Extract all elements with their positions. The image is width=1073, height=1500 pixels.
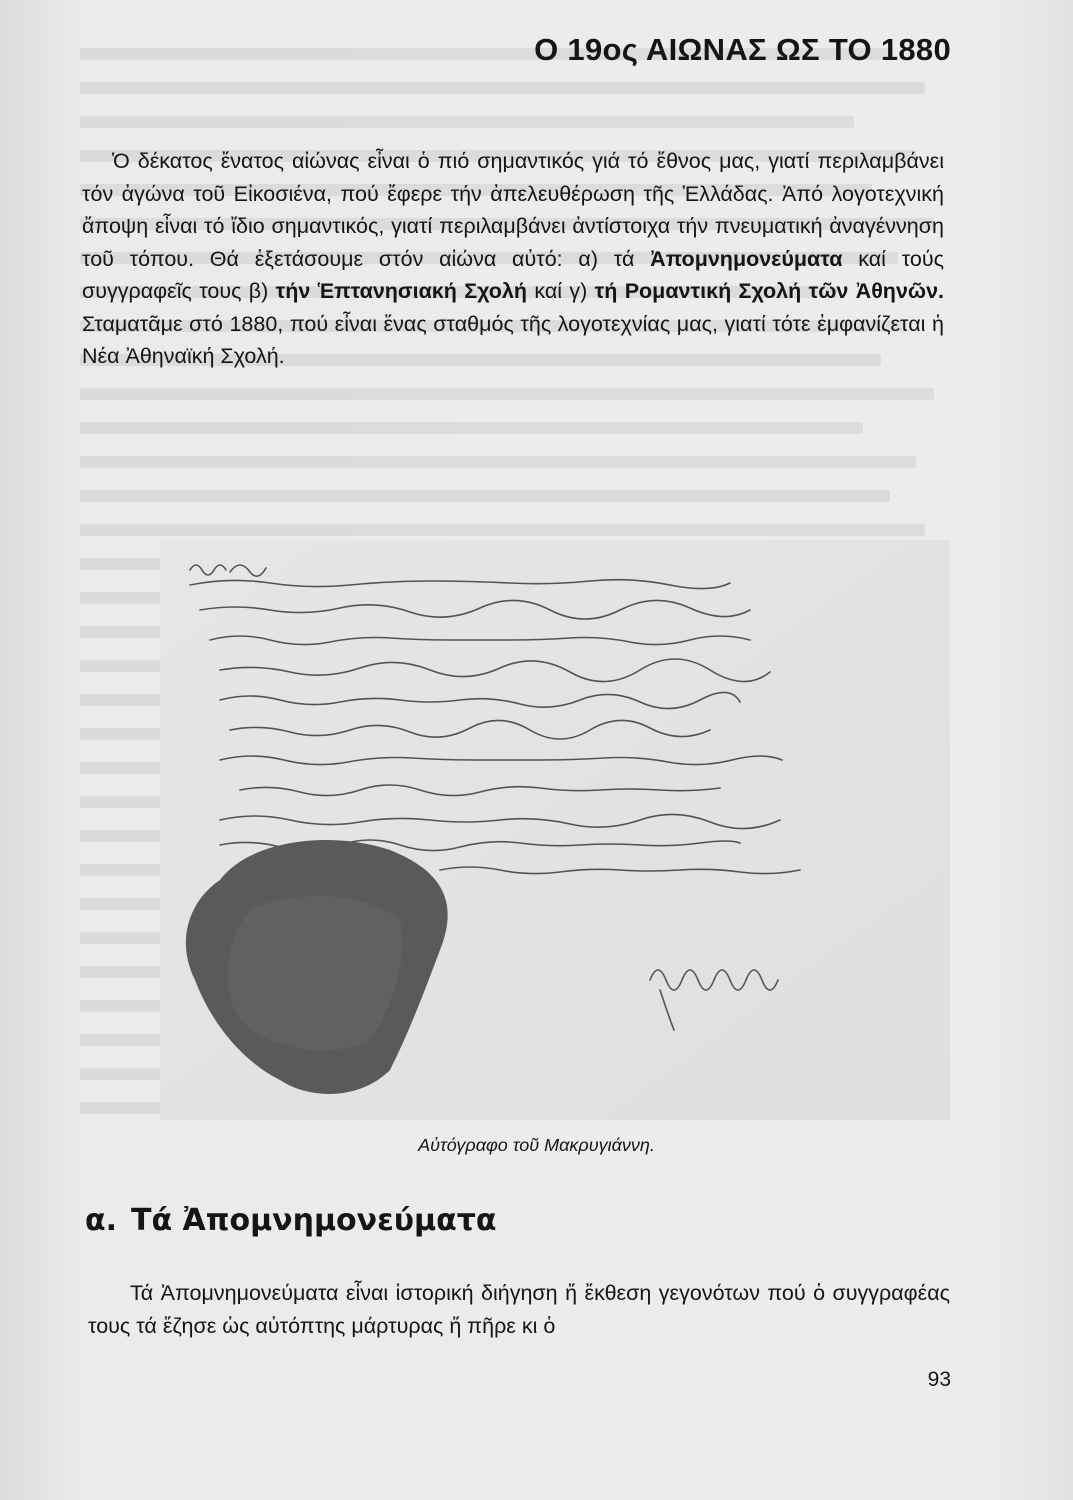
body-paragraph: Τά Ἀπομνημονεύματα εἶναι ἱστορική διήγηση ἤ ἔκθεση γεγονότων πού ὁ συγγραφέας τους τά ἔζησε ὡς αὐτόπτης μάρτυρας ἤ πῆρε κι ὁ xyxy=(88,1281,950,1338)
section-heading xyxy=(85,1203,496,1238)
intro-bold-romantic-school: τή Ρομαντική Σχολή τῶν Ἀθηνῶν. xyxy=(594,279,944,303)
intro-paragraph xyxy=(82,145,944,373)
intro-text-3: καί γ) xyxy=(527,279,595,303)
intro-text-2: καί τούς συγγραφεῖς τους β) xyxy=(82,246,944,303)
section-number: α. xyxy=(85,1203,118,1238)
section-title: Τά Ἀπομνημονεύματα xyxy=(131,1203,497,1238)
intro-text-1: Ὁ δέκατος ἔνατος αἰώνας εἶναι ὁ πιό σημαντικός γιά τό ἔθνος μας, γιατί περιλαμβάνει τόν ἀγώνα τοῦ Εἰκοσιένα, πού ἔφερε τήν ἀπελευθέρωση τῆς Ἑλλάδας. Ἀπό λογοτεχνική ἄποψη εἶναι τό ἴδιο σημαντικός, γιατί περιλαμβάνει ἀντίστοιχα τήν πνευματική ἀναγέννηση τοῦ τόπου. Θά ἐξετάσουμε στόν αἰώνα αὐτό: α) τά xyxy=(82,149,944,271)
manuscript-figure xyxy=(160,540,950,1120)
intro-bold-memoirs: Ἀπομνημονεύματα xyxy=(650,246,843,271)
intro-bold-heptanese-school: τήν Ἑπτανησιακή Σχολή xyxy=(275,279,527,303)
figure-caption: Αὐτόγραφο τοῦ Μακρυγιάννη. xyxy=(418,1135,655,1155)
page-number: 93 xyxy=(927,1368,951,1391)
chapter-title: Ο 19ος ΑΙΩΝΑΣ ΩΣ ΤΟ 1880 xyxy=(534,32,951,67)
intro-text-4: Σταματᾶμε στό 1880, πού εἶναι ἕνας σταθμός τῆς λογοτεχνίας μας, γιατί τότε ἐμφανίζεται ἡ Νέα Ἀθηναϊκή Σχολή. xyxy=(82,311,944,368)
manuscript-image xyxy=(160,540,950,1120)
